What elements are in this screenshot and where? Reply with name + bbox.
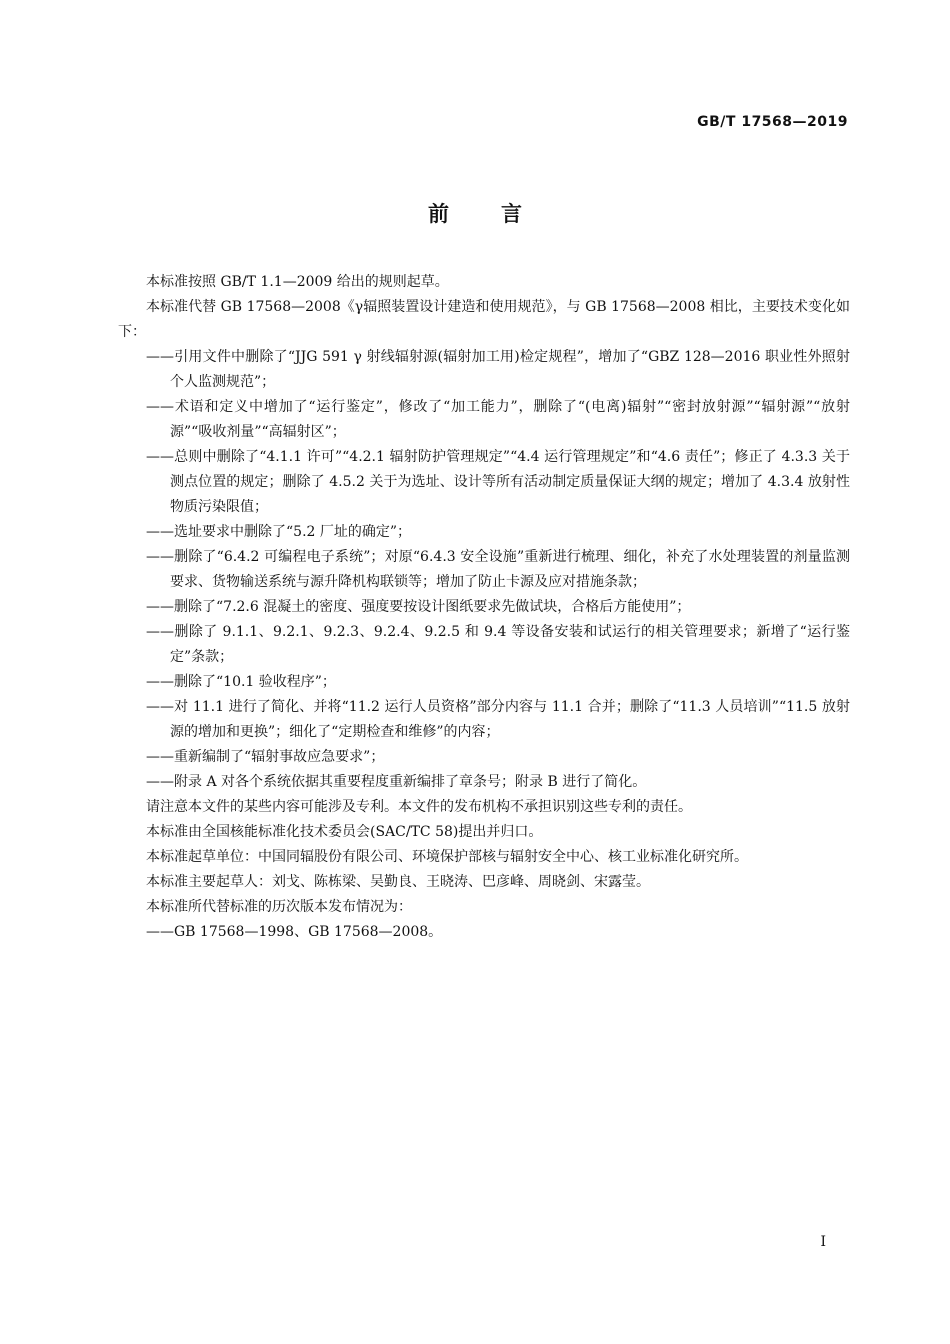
paragraph: 本标准主要起草人：刘戈、陈栋梁、吴勤良、王晓涛、巴彦峰、周晓剑、宋露莹。	[146, 874, 650, 890]
page-number: I	[820, 1234, 826, 1250]
change-item: ——总则中删除了“4.1.1 许可”“4.2.1 辐射防护管理规定”“4.4 运行管理规定”和“4.6 责任”；修正了 4.3.3 关于测点位置的规定；删除了 4.5.2 关于为选址、设计等所有活动制定质量保证大纲的规定；增加了 4.3.4 放射性物质污染限值；	[146, 449, 850, 515]
paragraph: 本标准起草单位：中国同辐股份有限公司、环境保护部核与辐射安全中心、核工业标准化研究所。	[146, 849, 748, 865]
change-item: ——删除了“10.1 验收程序”；	[146, 674, 336, 690]
paragraph: 本标准代替 GB 17568—2008《γ辐照装置设计建造和使用规范》，与 GB 17568—2008 相比，主要技术变化如下：	[118, 299, 850, 340]
change-item: ——删除了 9.1.1、9.2.1、9.2.3、9.2.4、9.2.5 和 9.4 等设备安装和试运行的相关管理要求；新增了“运行鉴定”条款；	[146, 624, 850, 665]
change-item: ——重新编制了“辐射事故应急要求”；	[146, 749, 385, 765]
change-item: ——术语和定义中增加了“运行鉴定”，修改了“加工能力”，删除了“(电离)辐射”“密封放射源”“辐射源”“放射源”“吸收剂量”“高辐射区”；	[146, 399, 850, 440]
page-title: 前言	[428, 202, 574, 226]
paragraph: 本标准由全国核能标准化技术委员会(SAC/TC 58)提出并归口。	[146, 824, 543, 840]
paragraph: 本标准按照 GB/T 1.1—2009 给出的规则起草。	[146, 274, 449, 290]
standard-code: GB/T 17568—2019	[697, 114, 848, 130]
change-item: ——删除了“6.4.2 可编程电子系统”；对原“6.4.3 安全设施”重新进行梳理、细化，补充了水处理装置的剂量监测要求、货物输送系统与源升降机构联锁等；增加了防止卡源及应对措施条款；	[146, 549, 850, 590]
change-item: ——引用文件中删除了“JJG 591 γ 射线辐射源(辐射加工用)检定规程”，增加了“GBZ 128—2016 职业性外照射个人监测规范”；	[146, 349, 850, 390]
change-item: ——对 11.1 进行了简化、并将“11.2 运行人员资格”部分内容与 11.1 合并；删除了“11.3 人员培训”“11.5 放射源的增加和更换”；细化了“定期检查和维修”的内容；	[146, 699, 850, 740]
history-item: ——GB 17568—1998、GB 17568—2008。	[146, 924, 443, 940]
change-item: ——删除了“7.2.6 混凝土的密度、强度要按设计图纸要求先做试块，合格后方能使用”；	[146, 599, 691, 615]
change-item: ——选址要求中删除了“5.2 厂址的确定”；	[146, 524, 412, 540]
paragraph: 请注意本文件的某些内容可能涉及专利。本文件的发布机构不承担识别这些专利的责任。	[146, 799, 692, 815]
foreword-body	[118, 270, 850, 945]
paragraph: 本标准所代替标准的历次版本发布情况为：	[146, 899, 412, 915]
change-item: ——附录 A 对各个系统依据其重要程度重新编排了章条号；附录 B 进行了简化。	[146, 774, 647, 790]
